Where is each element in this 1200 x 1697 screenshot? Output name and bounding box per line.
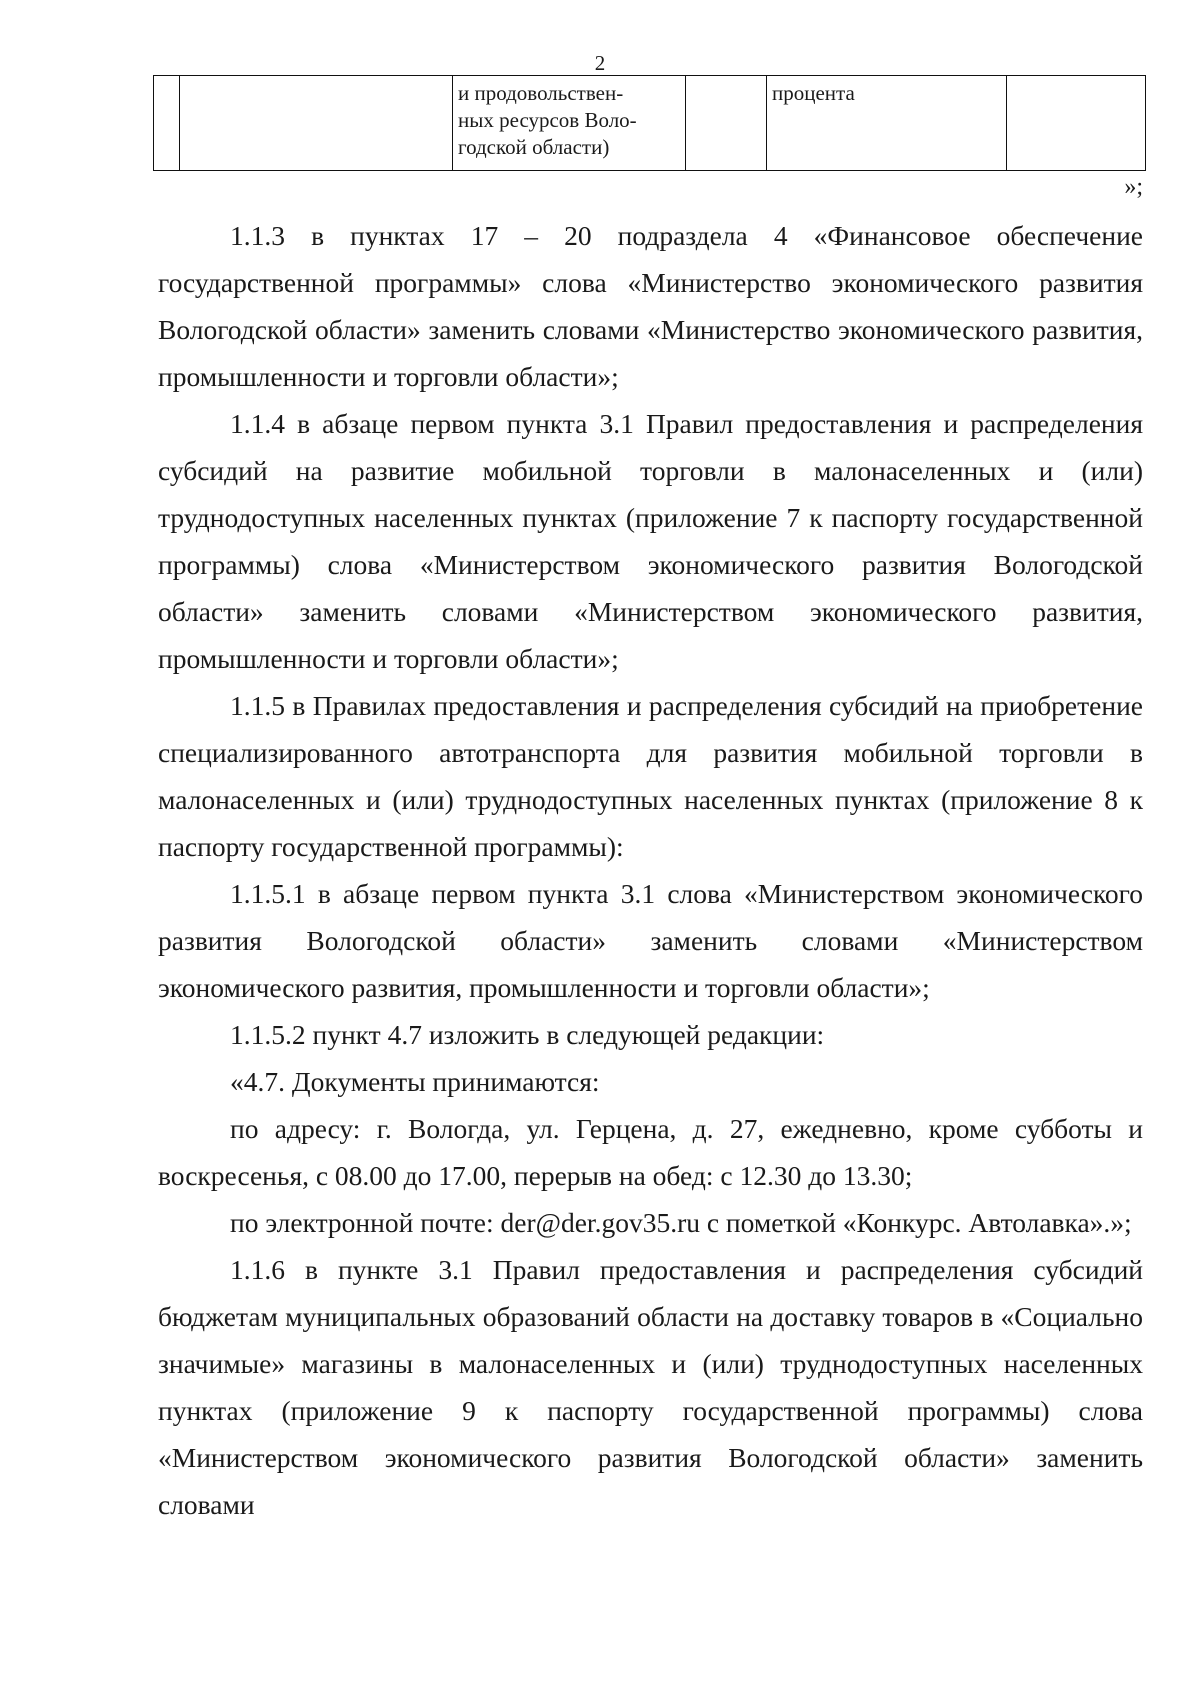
table-cell-line: ных ресурсов Воло- (458, 108, 637, 132)
table-cell-line: годской области) (458, 135, 610, 159)
paragraph-1-1-5-1: 1.1.5.1 в абзаце первом пункта 3.1 слова «Министерством экономического развития Вологодской области» заменить словами «Министерством экономического развития, промышленности и торговли области»; (158, 878, 1143, 1003)
table-cell-line: и продовольствен- (458, 81, 624, 105)
page-number: 2 (594, 51, 606, 75)
table-row (154, 76, 1146, 171)
paragraph-1-1-3: 1.1.3 в пунктах 17 – 20 подраздела 4 «Финансовое обеспечение государственной программы» слова «Министерство экономического развития Вологодской области» заменить словами «Министерство экономического развития, промышленности и торговли области»; (158, 220, 1143, 392)
paragraph-1-1-5-2: 1.1.5.2 пункт 4.7 изложить в следующей редакции: (230, 1019, 825, 1050)
paragraph-1-1-4: 1.1.4 в абзаце первом пункта 3.1 Правил предоставления и распределения субсидий на развитие мобильной торговли в малонаселенных и (или) труднодоступных населенных пунктах (приложение 7 к паспорту государственной программы) слова «Министерством экономического развития Вологодской области» заменить словами «Министерством экономического развития, промышленности и торговли области»; (158, 408, 1143, 674)
closing-quote-mark: »; (1124, 174, 1143, 200)
table-cell (686, 76, 767, 171)
table-cell (1007, 76, 1146, 171)
continuation-table (153, 75, 1146, 171)
paragraph-address: по адресу: г. Вологда, ул. Герцена, д. 27, ежедневно, кроме субботы и воскресенья, с 08.00 до 17.00, перерыв на обед: с 12.30 до 13.30; (158, 1113, 1143, 1191)
paragraph-1-1-6: 1.1.6 в пункте 3.1 Правил предоставления и распределения субсидий бюджетам муниципальных образований области на доставку товаров в «Социально значимые» магазины в малонаселенных и (или) труднодоступных населенных пунктах (приложение 9 к паспорту государственной программы) слова «Министерством экономического развития Вологодской области» заменить словами (158, 1254, 1143, 1520)
paragraph-email: по электронной почте: der@der.gov35.ru с пометкой «Конкурс. Автолавка».»; (230, 1207, 1132, 1238)
paragraph-4-7: «4.7. Документы принимаются: (230, 1066, 600, 1097)
table-cell-resources (453, 76, 686, 171)
table-cell (180, 76, 453, 171)
table-cell (154, 76, 180, 171)
document-body (158, 212, 1143, 1528)
paragraph-1-1-5: 1.1.5 в Правилах предоставления и распределения субсидий на приобретение специализированного автотранспорта для развития мобильной торговли в малонаселенных и (или) труднодоступных населенных пунктах (приложение 8 к паспорту государственной программы): (158, 690, 1143, 862)
table-cell-unit: процента (767, 76, 1007, 171)
